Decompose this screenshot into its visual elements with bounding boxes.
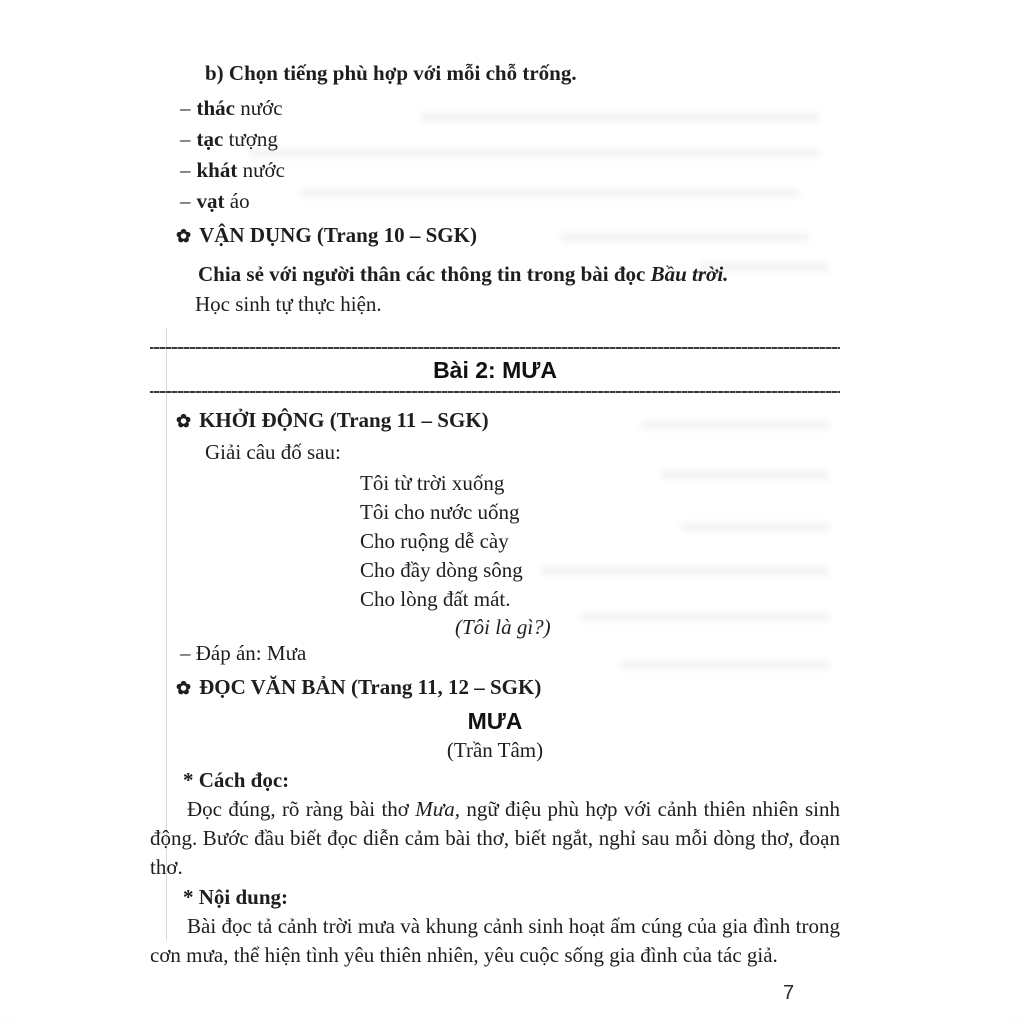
- poem-line: Tôi từ trời xuống: [360, 471, 505, 495]
- cach-doc-paragraph: [150, 795, 840, 882]
- list-item: [180, 157, 840, 183]
- section-heading-van-dung: [176, 222, 840, 249]
- divider-rule-bottom: [150, 391, 840, 393]
- list-item: [180, 188, 840, 214]
- list-item: [180, 126, 840, 152]
- lesson-title: Bài 2: MƯA: [433, 357, 557, 383]
- task-text: Chia sẻ với người thân các thông tin trong bài đọc: [198, 262, 651, 286]
- poem-line: Tôi cho nước uống: [360, 500, 520, 524]
- van-dung-task: [198, 261, 840, 287]
- page-number: 7: [783, 982, 795, 1004]
- exercise-b-heading: b) Chọn tiếng phù hợp với mỗi chỗ trống.: [205, 61, 577, 85]
- poem-line: Cho đầy dòng sông: [360, 558, 523, 582]
- list-item: [180, 95, 840, 121]
- task-reading-title: Bầu trời.: [650, 262, 729, 286]
- noi-dung-label: * Nội dung:: [183, 885, 289, 909]
- list-dash: –: [180, 127, 191, 151]
- section-title: VẬN DỤNG (Trang 10 – SGK): [199, 223, 477, 247]
- florette-bullet-icon: ✿: [176, 678, 192, 698]
- list-dash: –: [180, 158, 191, 182]
- poem-line: Cho ruộng dễ cày: [360, 529, 509, 553]
- list-item-rest: nước: [240, 96, 283, 120]
- list-item-rest: áo: [229, 189, 250, 213]
- list-dash: –: [180, 96, 191, 120]
- list-item-bold-word: tạc: [196, 127, 224, 151]
- list-item-bold-word: khát: [196, 158, 238, 182]
- list-item-bold-word: thác: [196, 96, 235, 120]
- riddle-poem: [360, 469, 840, 614]
- page-content: [150, 50, 840, 970]
- reading-poem-author: (Trần Tâm): [446, 738, 544, 762]
- list-item-rest: nước: [242, 158, 285, 182]
- section-title: KHỞI ĐỘNG (Trang 11 – SGK): [199, 408, 489, 432]
- word-list: [180, 95, 840, 214]
- noi-dung-paragraph: Bài đọc tả cảnh trời mưa và khung cảnh sinh hoạt ấm cúng của gia đình trong cơn mưa, thể hiện tình yêu thiên nhiên, yêu cuộc sống gia đình của tác giả.: [150, 914, 840, 967]
- paragraph-text: ngữ điệu phù hợp với cảnh thiên nhiên sinh động. Bước đầu biết đọc diễn cảm bài thơ, biết ngắt, nghỉ sau mỗi dòng thơ, đoạn thơ.: [150, 797, 841, 879]
- reading-poem-title: MƯA: [467, 708, 523, 734]
- van-dung-note: Học sinh tự thực hiện.: [195, 292, 382, 316]
- riddle-intro: Giải câu đố sau:: [205, 440, 341, 464]
- florette-bullet-icon: ✿: [176, 226, 192, 246]
- list-item-rest: tượng: [228, 127, 278, 151]
- poem-title-inline-italic: Mưa,: [415, 797, 460, 821]
- poem-line: Cho lòng đất mát.: [360, 587, 511, 611]
- lesson-header-block: [150, 345, 840, 395]
- list-item-bold-word: vạt: [196, 189, 225, 213]
- riddle-answer: – Đáp án: Mưa: [180, 641, 307, 665]
- riddle-question: (Tôi là gì?): [455, 615, 551, 639]
- list-dash: –: [180, 189, 191, 213]
- section-title: ĐỌC VĂN BẢN (Trang 11, 12 – SGK): [199, 675, 542, 699]
- florette-bullet-icon: ✿: [176, 411, 192, 431]
- section-heading-doc-van-ban: [176, 674, 840, 701]
- paragraph-text: Đọc đúng, rõ ràng bài thơ: [187, 797, 416, 821]
- section-heading-khoi-dong: [176, 407, 840, 434]
- cach-doc-label: * Cách đọc:: [183, 768, 290, 792]
